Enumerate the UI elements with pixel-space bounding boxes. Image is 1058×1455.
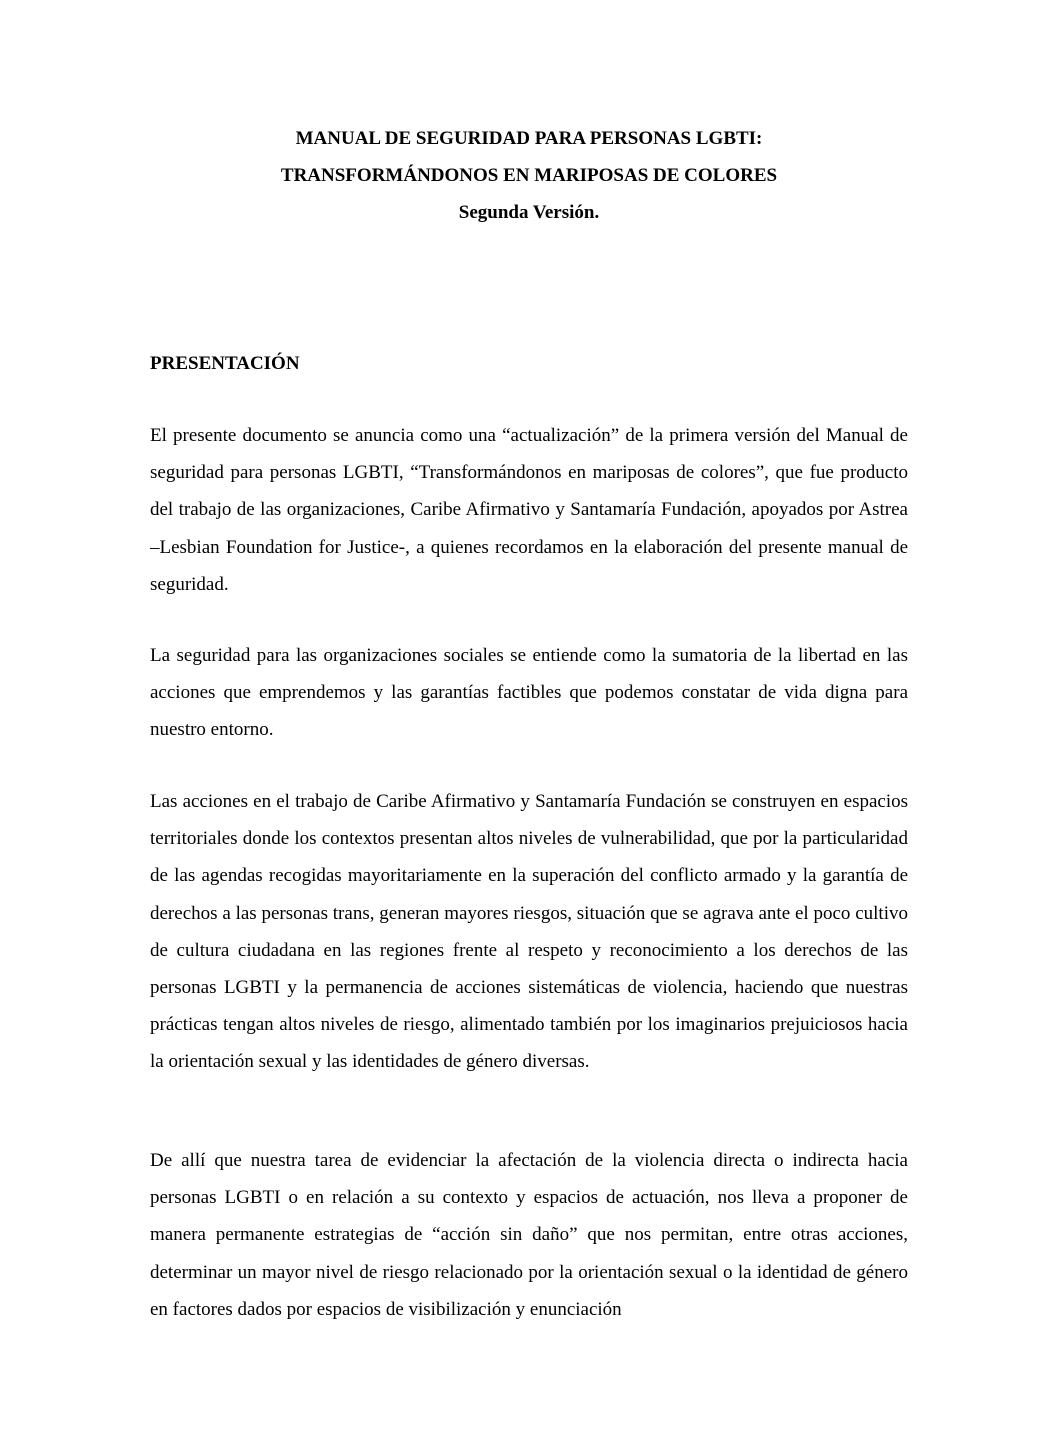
document-title	[0, 120, 1058, 231]
section-heading: PRESENTACIÓN	[150, 353, 300, 374]
title-subtitle: Segunda Versión.	[458, 202, 600, 223]
title-line-2: TRANSFORMÁNDONOS EN MARIPOSAS DE COLORES	[280, 165, 778, 186]
title-line-1: MANUAL DE SEGURIDAD PARA PERSONAS LGBTI:	[295, 128, 763, 149]
paragraph-4: De allí que nuestra tarea de evidenciar la afectación de la violencia directa o indirecta hacia personas LGBTI o en relación a su contexto y espacios de actuación, nos lleva a proponer de manera permanente estrategias de “acción sin daño” que nos permitan, entre otras acciones, determinar un mayor nivel de riesgo relacionado por la orientación sexual o la identidad de género en factores dados por espacios de visibilización y enunciación	[150, 1150, 908, 1320]
paragraph-3: Las acciones en el trabajo de Caribe Afirmativo y Santamaría Fundación se construyen en espacios territoriales donde los contextos presentan altos niveles de vulnerabilidad, que por la particularidad de las agendas recogidas mayoritariamente en la superación del conflicto armado y la garantía de derechos a las personas trans, generan mayores riesgos, situación que se agrava ante el poco cultivo de cultura ciudadana en las regiones frente al respeto y reconocimiento a los derechos de las personas LGBTI y la permanencia de acciones sistemáticas de violencia, haciendo que nuestras prácticas tengan altos niveles de riesgo, alimentado también por los imaginarios prejuiciosos hacia la orientación sexual y las identidades de género diversas.	[150, 791, 908, 1073]
paragraph-2: La seguridad para las organizaciones sociales se entiende como la sumatoria de la libertad en las acciones que emprendemos y las garantías factibles que podemos constatar de vida digna para nuestro entorno.	[150, 645, 908, 741]
paragraph-1: El presente documento se anuncia como una “actualización” de la primera versión del Manual de seguridad para personas LGBTI, “Transformándonos en mariposas de colores”, que fue producto del trabajo de las organizaciones, Caribe Afirmativo y Santamaría Fundación, apoyados por Astrea –Lesbian Foundation for Justice-, a quienes recordamos en la elaboración del presente manual de seguridad.	[150, 425, 908, 595]
